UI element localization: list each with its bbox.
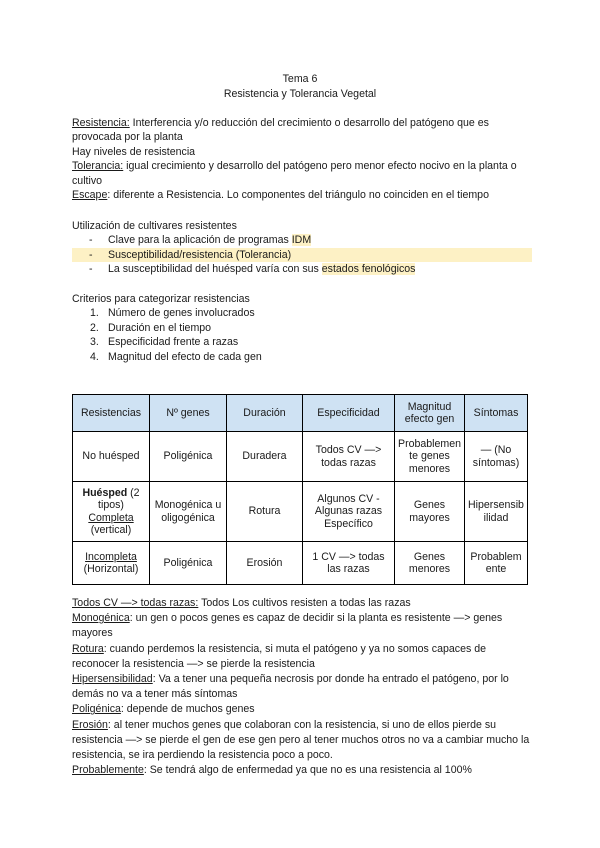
resistance-table [72,394,528,585]
cultivares-list [72,233,532,276]
cultivares-heading: Utilización de cultivares resistentes [72,220,237,232]
criterios-section [72,292,532,364]
cultivares-section [72,219,532,277]
highlighted-text: IDM [291,234,312,247]
definition-text: Hay niveles de resistencia [72,145,196,158]
note-item: Poligénica: depende de muchos genes [72,703,255,716]
table-cell: Todos CV —> todas razas [303,432,395,482]
note-term: Hipersensibilidad [72,673,153,686]
table-cell: — (No síntomas) [465,432,528,482]
note-item: Erosión: al tener muchos genes que colaboran con la resistencia, si uno de ellos pierde su resistencia —> se pierde el gen de ese gen pero al tener muchos otros no va a cambiar mucho la resistencia, se ira perdiendo la resistencia poco a poco. [72,718,530,762]
table-header: Magnitud efecto gen [395,395,465,432]
list-item: 3. Especificidad frente a razas [90,336,239,349]
table-header: Resistencias [73,395,150,432]
note-term: Todos CV —> todas razas: [72,597,199,609]
note-term: Rotura [72,642,104,655]
table-cell: Huésped (2 tipos) Completa (vertical) [73,482,150,542]
table-cell: Duradera [227,432,303,482]
table-cell: Poligénica [150,542,227,585]
definition-tolerancia [72,159,532,188]
table-cell: Algunos CV - Algunas razas Específico [303,482,395,542]
table-cell: Genes menores [395,542,465,585]
table-cell: Poligénica [150,432,227,482]
definition-escape [72,188,532,202]
list-item: 4. Magnitud del efecto de cada gen [90,350,262,363]
definitions-section [72,116,532,202]
list-item [72,248,532,262]
notes-section [72,596,532,778]
criterios-heading: Criterios para categorizar resistencias [72,293,250,305]
list-item: - La susceptibilidad del huésped varía con sus estados fenológicos [89,263,416,276]
note-item: Probablemente: Se tendrá algo de enfermedad ya que no es una resistencia al 100% [72,764,472,777]
note-term: Erosión [72,718,108,731]
definition-text: : diferente a Resistencia. Lo componentes del triángulo no coinciden en el tiempo [107,189,489,202]
table-cell: Monogénica u oligogénica [150,482,227,542]
definition-term: Resistencia: [72,117,130,129]
note-term: Poligénica [72,703,121,716]
table-cell: No huésped [73,432,150,482]
table-row [73,482,528,542]
table-header: Especificidad [303,395,395,432]
table-cell: Hipersensibilidad [465,482,528,542]
topic-number: Tema 6 [282,73,318,85]
highlighted-text: Susceptibilidad/resistencia (Tolerancia) [72,248,532,262]
definition-resistencia [72,116,532,145]
highlighted-text: estados fenológicos [321,263,416,276]
list-item: 2. Duración en el tiempo [90,321,212,334]
document-title [0,72,600,102]
table-header: Síntomas [465,395,528,432]
table-row [73,432,528,482]
table-header-row [73,395,528,432]
note-item: Hipersensibilidad: Va a tener una pequeña necrosis por donde ha entrado el patógeno, por lo demás no va a tener más síntomas [72,673,509,701]
definition-text: igual crecimiento y desarrollo del patógeno pero menor efecto nocivo en la planta o cultivo [72,160,517,187]
table-cell: Genes mayores [395,482,465,542]
list-item: - Clave para la aplicación de programas IDM [89,234,312,247]
definition-niveles [72,145,532,159]
definition-term: Tolerancia: [72,160,124,173]
list-item: 1. Número de genes involucrados [90,307,255,320]
table-cell: Probablemente genes menores [395,432,465,482]
note-term: Probablemente [72,764,144,777]
table-header: Duración [227,395,303,432]
table-cell: 1 CV —> todas las razas [303,542,395,585]
note-item: Rotura: cuando perdemos la resistencia, si muta el patógeno y ya no somos capaces de reconocer la resistencia —> se pierde la resistencia [72,642,486,670]
table-cell: Erosión [227,542,303,585]
note-item: Todos CV —> todas razas: Todos Los cultivos resisten a todas las razas [72,597,411,609]
topic-title: Resistencia y Tolerancia Vegetal [223,88,377,100]
table-cell: Rotura [227,482,303,542]
definition-text: Interferencia y/o reducción del crecimiento o desarrollo del patógeno que es provocada por la planta [72,117,489,144]
table-cell: Probablemente [465,542,528,585]
criterios-list [72,306,532,364]
table-header: Nº genes [150,395,227,432]
dash-bullet: - [89,234,93,247]
dash-bullet: - [89,248,93,261]
note-term: Monogénica [72,612,130,625]
dash-bullet: - [89,263,93,276]
table-cell: Incompleta (Horizontal) [73,542,150,585]
note-item: Monogénica: un gen o pocos genes es capaz de decidir si la planta es resistente —> genes mayores [72,612,503,640]
definition-term: Escape [72,189,108,202]
table-row [73,542,528,585]
